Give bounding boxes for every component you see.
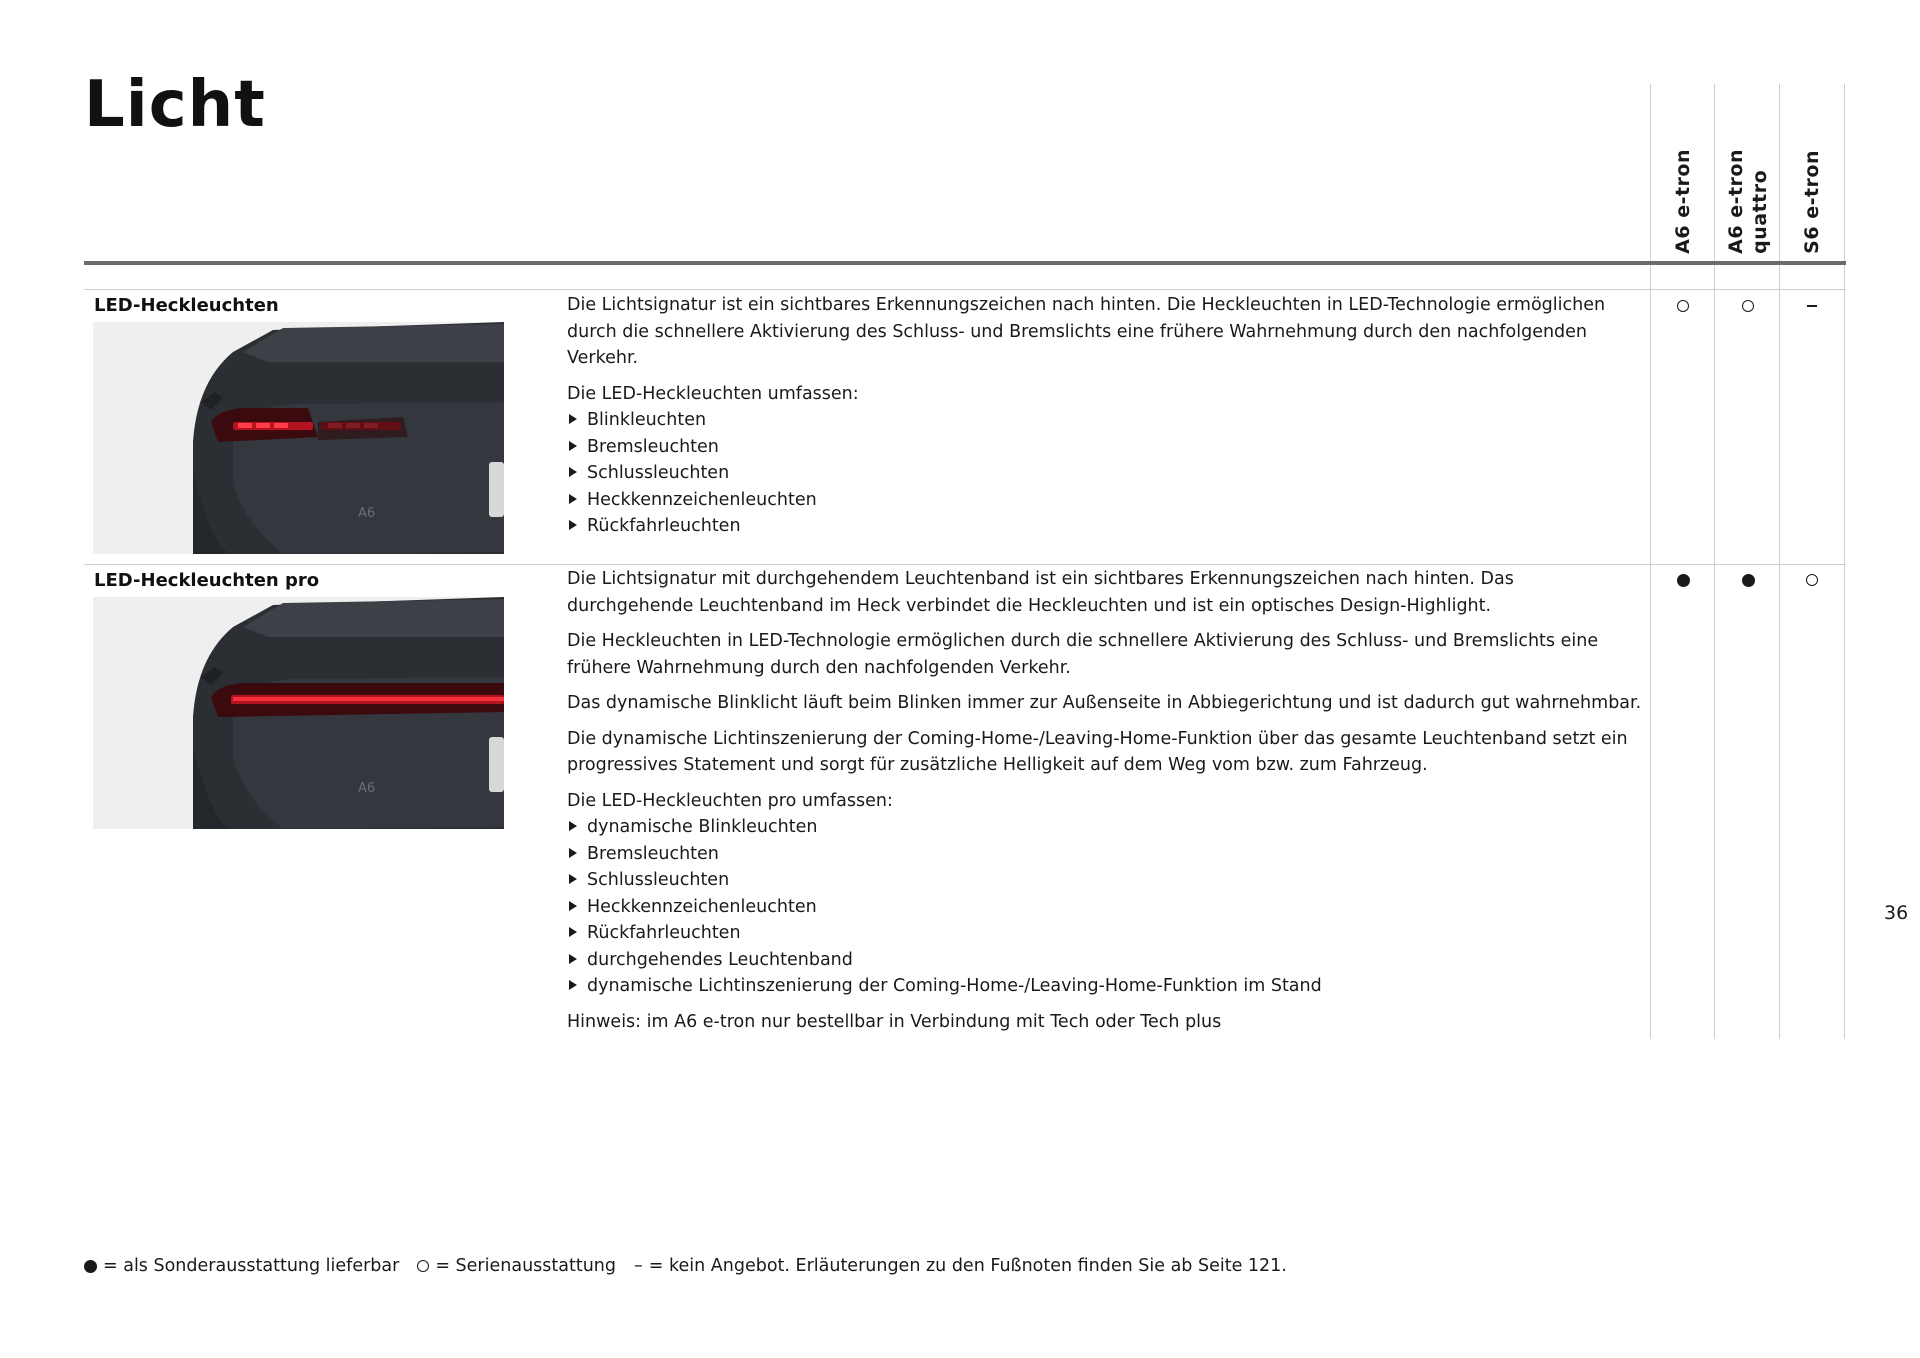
model-header-a6-etron xyxy=(1651,84,1715,254)
description-paragraph: Die Lichtsignatur ist ein sichtbares Erkennungszeichen nach hinten. Die Heckleuchten in LED-Technologie ermöglichen durch die schnellere Aktivierung des Schluss- und Bremslichts eine frühere Wahrnehmung durch den nachfolgenden Verkehr. xyxy=(567,295,1606,368)
triangle-bullet-icon xyxy=(569,821,577,831)
feature-note: Hinweis: im A6 e-tron nur bestellbar in Verbindung mit Tech oder Tech plus xyxy=(567,1011,1222,1032)
page-number: 36 xyxy=(1884,902,1909,924)
dash-icon: – xyxy=(634,1256,643,1276)
legend-text: = Serienausstattung xyxy=(435,1256,616,1276)
description-paragraph: Die dynamische Lichtinszenierung der Coming-Home-/Leaving-Home-Funktion über das gesamte Leuchtenband setzt ein progressives Statement und sorgt für zusätzliche Helligkeit auf dem Weg vom bzw. zum Fahrzeug. xyxy=(567,728,1628,775)
availability-a6-etron xyxy=(1651,294,1715,318)
triangle-bullet-icon xyxy=(569,520,577,530)
triangle-bullet-icon xyxy=(569,467,577,477)
triangle-bullet-icon xyxy=(569,441,577,451)
legend-standard xyxy=(417,1256,616,1276)
list-item-text: Rückfahrleuchten xyxy=(587,923,741,943)
car-rear-image xyxy=(93,597,504,829)
feature-name: LED-Heckleuchten pro xyxy=(94,570,320,591)
description-paragraph: Das dynamische Blinklicht läuft beim Blinken immer zur Außenseite in Abbiegerichtung und ist dadurch gut wahrnehmbar. xyxy=(567,693,1642,713)
list-item-text: Bremsleuchten xyxy=(587,436,719,457)
open-circle-icon xyxy=(1742,300,1754,312)
description-paragraph: Die Lichtsignatur mit durchgehendem Leuchtenband ist ein sichtbares Erkennungszeichen nach hinten. Das durchgehende Leuchtenband im Heck verbindet die Heckleuchten und ist ein optisches Design-Highlight. xyxy=(567,569,1514,616)
feature-description xyxy=(567,566,1643,1044)
triangle-bullet-icon xyxy=(569,494,577,504)
list-item xyxy=(567,894,1643,921)
list-item xyxy=(567,867,1643,894)
open-circle-icon xyxy=(1806,574,1818,586)
list-item-text: Bremsleuchten xyxy=(587,843,719,864)
legend-text: = kein Angebot. Erläuterungen zu den Fußnoten finden Sie ab Seite 121. xyxy=(648,1256,1287,1276)
list-item xyxy=(567,920,1643,947)
svg-text:A6: A6 xyxy=(358,506,376,521)
description-paragraph: Die LED-Heckleuchten pro umfassen: xyxy=(567,790,893,811)
model-name: S6 e-tron xyxy=(1801,150,1823,254)
availability-s6-etron xyxy=(1780,568,1844,592)
list-item-text: dynamische Blinkleuchten xyxy=(587,817,818,837)
triangle-bullet-icon xyxy=(569,874,577,884)
legend-text: = als Sonderausstattung lieferbar xyxy=(103,1256,400,1276)
list-item xyxy=(567,814,1643,841)
filled-circle-icon xyxy=(1742,574,1755,587)
triangle-bullet-icon xyxy=(569,901,577,911)
page-title: Licht xyxy=(84,68,266,142)
list-item xyxy=(567,460,1643,487)
list-item-text: Heckkennzeichenleuchten xyxy=(587,896,817,917)
feature-bullet-list xyxy=(567,814,1643,1000)
svg-text:A6: A6 xyxy=(358,781,376,796)
triangle-bullet-icon xyxy=(569,980,577,990)
triangle-bullet-icon xyxy=(569,414,577,424)
model-header-s6-etron xyxy=(1780,84,1844,254)
availability-s6-etron xyxy=(1780,294,1844,318)
model-name: A6 e-tron xyxy=(1672,149,1694,254)
legend-none xyxy=(634,1256,1287,1276)
feature-description xyxy=(567,292,1643,549)
model-header-a6-etron-quattro xyxy=(1716,84,1780,254)
list-item-text: Schlussleuchten xyxy=(587,870,730,890)
legend-optional xyxy=(84,1256,399,1276)
description-paragraph: Die LED-Heckleuchten umfassen: xyxy=(567,383,859,404)
filled-circle-icon xyxy=(84,1260,97,1273)
list-item-text: Blinkleuchten xyxy=(587,410,707,430)
column-divider xyxy=(1844,84,1845,1039)
availability-a6-etron-quattro xyxy=(1716,568,1780,592)
filled-circle-icon xyxy=(1677,574,1690,587)
header-rule xyxy=(84,261,1846,265)
triangle-bullet-icon xyxy=(569,848,577,858)
list-item xyxy=(567,947,1643,974)
description-paragraph: Die Heckleuchten in LED-Technologie ermöglichen durch die schnellere Aktivierung des Schluss- und Bremslichts eine frühere Wahrnehmung durch den nachfolgenden Verkehr. xyxy=(567,631,1599,678)
list-item-text: Rückfahrleuchten xyxy=(587,516,741,536)
list-item-text: Schlussleuchten xyxy=(587,463,730,483)
list-item-text: dynamische Lichtinszenierung der Coming-Home-/Leaving-Home-Funktion im Stand xyxy=(587,976,1322,996)
list-item xyxy=(567,513,1643,540)
triangle-bullet-icon xyxy=(569,927,577,937)
feature-image-led-heckleuchten xyxy=(93,322,504,554)
row-divider xyxy=(84,289,1846,290)
list-item xyxy=(567,841,1643,868)
model-name: A6 e-tron quattro xyxy=(1725,149,1771,254)
list-item xyxy=(567,434,1643,461)
open-circle-icon xyxy=(1677,300,1689,312)
feature-name: LED-Heckleuchten xyxy=(94,295,279,316)
list-item xyxy=(567,487,1643,514)
open-circle-icon xyxy=(417,1260,429,1272)
feature-image-led-heckleuchten-pro xyxy=(93,597,504,829)
triangle-bullet-icon xyxy=(569,954,577,964)
availability-a6-etron-quattro xyxy=(1716,294,1780,318)
list-item xyxy=(567,407,1643,434)
car-rear-image xyxy=(93,322,504,554)
list-item-text: Heckkennzeichenleuchten xyxy=(587,489,817,510)
row-divider xyxy=(84,564,1846,565)
legend xyxy=(84,1256,1305,1276)
list-item-text: durchgehendes Leuchtenband xyxy=(587,949,853,970)
dash-icon xyxy=(1807,305,1817,307)
availability-a6-etron xyxy=(1651,568,1715,592)
feature-bullet-list xyxy=(567,407,1643,540)
list-item xyxy=(567,973,1643,1000)
